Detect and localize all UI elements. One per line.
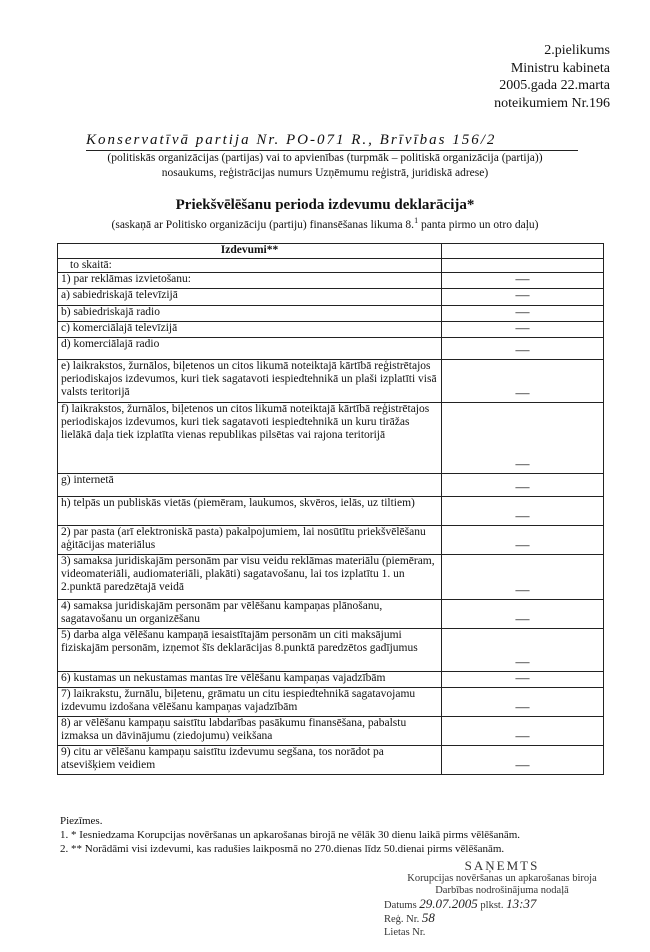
- stamp-case-label: Lietas Nr.: [384, 926, 426, 938]
- table-row: [58, 305, 604, 321]
- stamp-reg-value: 58: [421, 910, 435, 925]
- expense-amount: —: [442, 600, 604, 629]
- expense-amount: —: [442, 526, 604, 555]
- expense-amount: —: [442, 305, 604, 321]
- table-row: [58, 273, 604, 289]
- expense-label: 8) ar vēlēšanu kampaņu saistītu labdarības pasākumu finansēšana, pabalstu izmaksa un dāvinājumu (ziedojumu) veikšana: [58, 717, 442, 746]
- expense-amount: —: [442, 273, 604, 289]
- expense-label: 3) samaksa juridiskajām personām par visu veidu reklāmas materiālu (piemēram, videomateriāli, audiomateriāli, plakāti) sagatavošanu, lai tos izplatītu 1. un 2.punktā paredzētajā veidā: [58, 555, 442, 600]
- table-row: [58, 321, 604, 337]
- expense-amount: —: [442, 629, 604, 672]
- expense-label: 5) darba alga vēlēšanu kampaņā iesaistītajām personām un citi maksājumi fiziskajām personām, izņemot šīs deklarācijas 8.punktā paredzētos gadījumus: [58, 629, 442, 672]
- expense-amount: [442, 259, 604, 273]
- expense-label: 2) par pasta (arī elektroniskā pasta) pakalpojumiem, lai nosūtītu priekšvēlēšanu aģitācijas materiālus: [58, 526, 442, 555]
- expense-amount: —: [442, 360, 604, 403]
- expense-amount: —: [442, 474, 604, 497]
- expense-label: f) laikrakstos, žurnālos, biļetenos un citos likumā noteiktajā kārtībā reģistrētajos periodiskajos izdevumos, kuri tiek sagatavoti iespiedtehnikā un kuru tirāžas lielākā daļa tiek izplatīta vienas republikas pilsētas vai rajona teritorijā: [58, 403, 442, 474]
- stamp-line-2: Darbības nodrošinājuma nodaļā: [435, 885, 569, 896]
- table-row: [58, 289, 604, 305]
- table-row: [58, 474, 604, 497]
- expense-amount: —: [442, 746, 604, 775]
- table-row: [58, 259, 604, 273]
- party-name-handwritten: Konservatīvā partija Nr. PO-071 R., Brīvības 156/2: [86, 132, 578, 151]
- expense-amount: —: [442, 555, 604, 600]
- expense-amount: —: [442, 688, 604, 717]
- expense-amount: —: [442, 289, 604, 305]
- expense-amount: —: [442, 338, 604, 360]
- stamp-time-value: 13:37: [506, 895, 537, 911]
- annex-reference: [494, 42, 610, 112]
- expense-label: 1) par reklāmas izvietošanu:: [58, 273, 442, 289]
- expense-label: c) komerciālajā televīzijā: [58, 321, 442, 337]
- table-row: [58, 672, 604, 688]
- expenses-table: [57, 243, 604, 775]
- expense-label: 4) samaksa juridiskajām personām par vēlēšanu kampaņas plānošanu, sagatavošanu un organizēšanu: [58, 600, 442, 629]
- table-row: [58, 497, 604, 526]
- table-row: [58, 555, 604, 600]
- table-row: [58, 526, 604, 555]
- stamp-reg-field: [382, 912, 622, 927]
- table-header-row: [58, 244, 604, 259]
- document-title: Priekšvēlēšanu perioda izdevumu deklarācija*: [175, 197, 475, 213]
- note-1: 1. * Iesniedzama Korupcijas novēršanas un apkarošanas birojā ne vēlāk 30 dienu laikā pirms vēlēšanām.: [60, 829, 521, 841]
- table-row: [58, 717, 604, 746]
- expense-label: 9) citu ar vēlēšanu kampaņu saistītu izdevumu segšana, tos norādot pa atsevišķiem veidiem: [58, 746, 442, 775]
- stamp-time-label: plkst.: [480, 899, 504, 911]
- subtitle-part-2: panta pirmo un otro daļu): [418, 218, 539, 231]
- expense-label: 6) kustamas un nekustamas mantas īre vēlēšanu kampaņas vajadzībām: [58, 672, 442, 688]
- expense-amount: —: [442, 321, 604, 337]
- table-row: [58, 338, 604, 360]
- annex-line-3: 2005.gada 22.marta: [499, 78, 610, 93]
- expense-label: b) sabiedriskajā radio: [58, 305, 442, 321]
- received-stamp: [382, 860, 622, 939]
- subtitle-part-1: (saskaņā ar Politisko organizāciju (partiju) finansēšanas likuma 8.: [111, 218, 415, 231]
- expenses-table-body: [58, 259, 604, 775]
- table-row: [58, 600, 604, 629]
- expense-amount: —: [442, 403, 604, 474]
- annex-line-2: Ministru kabineta: [510, 60, 610, 76]
- stamp-line-1: Korupcijas novēršanas un apkarošanas biroja: [407, 872, 597, 884]
- expense-label: to skaitā:: [58, 259, 442, 273]
- party-caption: [60, 151, 590, 180]
- expense-label: a) sabiedriskajā televīzijā: [58, 289, 442, 305]
- expense-amount: —: [442, 497, 604, 526]
- notes-heading: Piezīmes.: [60, 815, 103, 827]
- stamp-case-field: [382, 927, 622, 940]
- table-row: [58, 746, 604, 775]
- stamp-reg-label: Reģ. Nr.: [384, 914, 420, 925]
- expense-amount: —: [442, 717, 604, 746]
- expense-amount: —: [442, 672, 604, 688]
- party-caption-line-2: nosaukums, reģistrācijas numurs Uzņēmumu reģistrā, juridiskā adrese): [161, 166, 489, 179]
- expense-label: e) laikrakstos, žurnālos, biļetenos un citos likumā noteiktajā kārtībā reģistrētajos periodiskajos izdevumos, kuri tiek sagatavoti iespiedtehnikā un plaši izplatīti visā valsts teritorijā: [58, 360, 442, 403]
- table-row: [58, 629, 604, 672]
- stamp-title: SAŅEMTS: [464, 858, 540, 873]
- table-row: [58, 403, 604, 474]
- amount-header: [442, 244, 604, 259]
- document-subtitle: [40, 216, 610, 231]
- table-row: [58, 360, 604, 403]
- expense-label: g) internetā: [58, 474, 442, 497]
- subtitle-superscript: 1: [414, 216, 419, 225]
- expense-label: 7) laikrakstu, žurnālu, biļetenu, grāmatu un citu iespiedtehnikā sagatavojamu izdevumu izdošana vēlēšanu kampaņas vajadzībām: [58, 688, 442, 717]
- party-caption-line-1: (politiskās organizācijas (partijas) vai to apvienības (turpmāk – politiskā organizācija (partija)): [107, 152, 543, 164]
- stamp-date-label: Datums: [384, 899, 417, 911]
- expense-label: d) komerciālajā radio: [58, 338, 442, 360]
- stamp-date-value: 29.07.2005: [419, 895, 478, 911]
- table-row: [58, 688, 604, 717]
- note-2: 2. ** Norādāmi visi izdevumi, kas radušies laikposmā no 270.dienas līdz 50.dienai pirms vēlēšanām.: [60, 843, 505, 855]
- expenses-header: Izdevumi**: [58, 244, 442, 259]
- notes-section: [60, 814, 620, 856]
- annex-line-1: 2.pielikums: [544, 43, 610, 58]
- stamp-date-field: [382, 895, 622, 913]
- expense-label: h) telpās un publiskās vietās (piemēram, laukumos, skvēros, ielās, uz tiltiem): [58, 497, 442, 526]
- annex-line-4: noteikumiem Nr.196: [494, 95, 610, 111]
